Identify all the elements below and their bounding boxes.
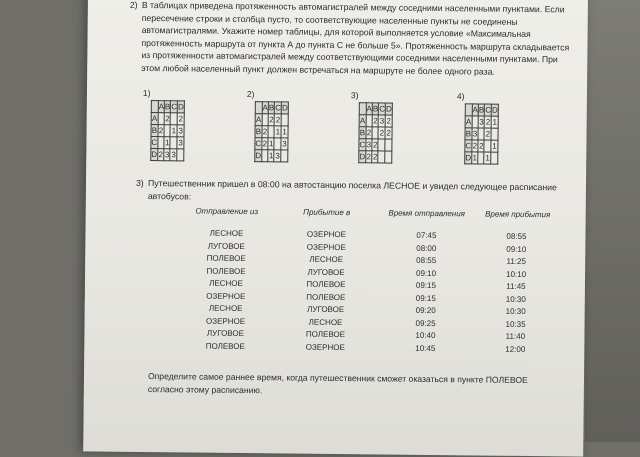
table-row-header: D — [359, 152, 366, 162]
distance-table-2 — [254, 101, 289, 162]
table-cell: 2 — [262, 139, 268, 149]
table-row-header: D — [255, 151, 262, 161]
table-cell: 2 — [165, 114, 170, 124]
table-cell: 2 — [379, 128, 385, 138]
schedule-header-arrival: Время прибытия — [485, 209, 551, 220]
table-row-header: B — [359, 128, 366, 138]
table-cell: 3 — [379, 116, 385, 126]
table-cell: 2 — [386, 128, 391, 138]
table-cell: 3 — [282, 139, 287, 149]
distance-table-4 — [464, 103, 499, 164]
distance-table-3 — [358, 102, 393, 163]
table-label: 1) — [142, 87, 151, 99]
table-cell: 1 — [472, 153, 478, 163]
schedule-arrival: 11:45 — [506, 281, 526, 291]
schedule-header-departure: Время отправления — [388, 208, 466, 219]
table-row-header: C — [255, 139, 262, 149]
table-label: 3) — [350, 90, 359, 101]
table-col-header: B — [478, 105, 485, 115]
schedule-to: ЛЕСНОЕ — [308, 317, 343, 327]
background-surface — [585, 0, 640, 442]
table-cell — [491, 152, 498, 164]
table-cell: 1 — [268, 151, 274, 161]
table-cell — [491, 128, 498, 140]
schedule-to: ЛЕСНОЕ — [309, 254, 344, 265]
schedule-departure: 08:55 — [416, 255, 437, 266]
table-col-header: D — [282, 103, 288, 113]
table-cell — [177, 149, 184, 161]
schedule-arrival: 11:25 — [506, 256, 526, 266]
schedule-departure: 08:00 — [416, 243, 437, 253]
table-cell: 1 — [485, 153, 490, 163]
table-cell: 3 — [472, 129, 478, 139]
table-cell: 1 — [268, 139, 274, 149]
schedule-departure: 10:40 — [415, 330, 436, 341]
table-row-header: C — [151, 138, 158, 148]
distance-table-1 — [150, 100, 185, 161]
table-row-header: A — [151, 114, 158, 124]
table-cell: 1 — [164, 138, 170, 148]
table-row-header: B — [255, 127, 262, 137]
table-cell: 3 — [171, 150, 176, 160]
table-col-header: D — [178, 102, 184, 112]
schedule-from: ОЗЕРНОЕ — [205, 316, 246, 326]
table-col-header: B — [164, 102, 171, 112]
table-col-header: A — [262, 103, 268, 113]
schedule-departure: 09:20 — [415, 305, 436, 316]
table-col-header: A — [158, 102, 164, 112]
table-label: 2) — [246, 89, 255, 100]
table-row-header: C — [465, 141, 472, 151]
schedule-to: ПОЛЕВОЕ — [306, 292, 346, 302]
table-cell: 2 — [366, 152, 372, 162]
table-cell: 2 — [158, 126, 164, 136]
schedule-to: ОЗЕРНОЕ — [305, 342, 345, 352]
schedule-to: ЛУГОВОЕ — [307, 267, 345, 277]
schedule-arrival: 10:30 — [505, 294, 526, 304]
table-col-header: A — [472, 105, 478, 115]
schedule-departure: 09:25 — [415, 318, 436, 328]
table-cell: 2 — [372, 152, 378, 162]
table-row-header: A — [359, 116, 366, 126]
table-row-header: B — [151, 126, 158, 136]
table-cell: 3 — [164, 150, 170, 160]
table-cell: 2 — [485, 117, 491, 127]
table-col-header: B — [372, 104, 379, 114]
schedule-header-from: Отправление из — [195, 206, 259, 217]
table-cell: 1 — [282, 127, 287, 137]
table-col-header: C — [171, 102, 178, 112]
schedule-departure: 07:45 — [416, 230, 437, 241]
task-2 — [129, 0, 572, 79]
table-cell: 2 — [472, 141, 478, 151]
table-cell: 1 — [275, 127, 281, 137]
table-cell — [385, 151, 392, 163]
schedule-arrival: 08:55 — [506, 231, 527, 241]
table-cell: 1 — [492, 141, 497, 151]
question-text: Определите самое раннее время, когда путешественник сможет оказаться в пункте ПОЛЕВОЕ согласно этому расписанию. — [147, 371, 528, 395]
table-row-header: C — [359, 140, 366, 150]
schedule-arrival: 12:00 — [505, 344, 526, 354]
table-cell: 1 — [492, 117, 498, 127]
schedule-from: ЛЕСНОЕ — [209, 228, 244, 239]
schedule-departure: 09:15 — [415, 293, 436, 303]
tables-group — [142, 88, 583, 183]
table-col-header: C — [275, 103, 282, 113]
table-col-header: C — [379, 104, 386, 114]
table-col-header: D — [491, 105, 498, 115]
schedule-arrival: 11:40 — [505, 331, 526, 341]
table-cell: 2 — [366, 128, 372, 138]
schedule-arrival: 10:35 — [505, 319, 526, 329]
table-cell: 2 — [478, 141, 484, 151]
table-cell: 3 — [479, 117, 484, 127]
schedule-arrival: 10:30 — [505, 306, 526, 316]
table-cell: 2 — [262, 127, 268, 137]
schedule-departure: 09:10 — [416, 268, 437, 278]
schedule-from: ПОЛЕВОЕ — [205, 341, 245, 351]
schedule-from: ЛУГОВОЕ — [206, 328, 245, 339]
schedule-from: ЛЕСНОЕ — [208, 303, 243, 314]
schedule-departure: 09:15 — [415, 280, 437, 291]
schedule-arrival: 09:10 — [506, 244, 527, 254]
table-cell: 2 — [373, 116, 378, 126]
table-col-header: A — [366, 104, 372, 114]
paper-sheet — [83, 0, 588, 457]
task-3-text: Путешественник пришел в 08:00 на автостанцию поселка ЛЕСНОЕ и увидел следующее расписание автобусов: — [147, 178, 557, 201]
table-cell: 1 — [171, 126, 177, 136]
table-cell: 2 — [269, 115, 274, 125]
schedule-header-to: Прибытие в — [303, 207, 351, 218]
table-label: 4) — [456, 91, 465, 102]
table-col-header: C — [485, 105, 492, 115]
schedule-to: ОЗЕРНОЕ — [306, 229, 347, 240]
table-row-header: A — [255, 115, 262, 125]
table-cell: 3 — [275, 151, 280, 161]
schedule-from: ПОЛЕВОЕ — [206, 266, 246, 276]
table-cell: 2 — [178, 114, 184, 124]
table-cell: 2 — [158, 150, 164, 160]
schedule-to: ПОЛЕВОЕ — [305, 329, 346, 340]
table-cell — [281, 114, 288, 126]
table-cell: 2 — [275, 115, 281, 125]
task-3 — [135, 177, 558, 206]
table-row-header: B — [465, 129, 472, 139]
table-col-header: B — [268, 103, 275, 113]
schedule-from: ОЗЕРНОЕ — [206, 291, 246, 301]
table-row-header: D — [465, 153, 472, 163]
table-col-header: D — [386, 104, 392, 114]
schedule-from: ПОЛЕВОЕ — [206, 253, 246, 264]
task-2-number: 2) — [129, 0, 138, 10]
schedule-to: ОЗЕРНОЕ — [306, 242, 346, 252]
table-cell: 2 — [386, 116, 392, 126]
table-row-header: D — [151, 150, 158, 160]
schedule-from: ЛЕСНОЕ — [209, 278, 243, 289]
table-cell: 3 — [178, 126, 183, 136]
schedule-to: ПОЛЕВОЕ — [306, 279, 346, 290]
table-cell — [281, 150, 288, 162]
table-cell: 3 — [178, 138, 183, 148]
schedule-departure: 10:45 — [415, 343, 436, 353]
task-2-text: В таблицах приведена протяженность автомагистралей между соседними населенными пунктами. Если пересечение строки и столбца пусто, то соответствующие населенные пункты не соединены автомагистралями. Укажите номер таблицы, для которой выполняется условие «Максимальная протяженность маршрута от пункта А до пункта С не больше 5». Протяженность маршрута складывается из протяженности автомагистралей между соответствующими соседними населенными пунктами. При этом любой населенный пункт должен встречаться на маршруте не более одного раза. — [141, 0, 570, 77]
bus-schedule — [172, 206, 592, 354]
schedule-arrival: 10:10 — [506, 269, 527, 279]
schedule-to: ЛУГОВОЕ — [307, 304, 345, 315]
table-cell: 2 — [372, 140, 378, 150]
task-3-number: 3) — [135, 177, 144, 188]
table-cell — [385, 139, 392, 151]
table-cell: 3 — [366, 140, 372, 150]
table-cell: 2 — [485, 129, 491, 139]
table-row-header: A — [465, 117, 472, 127]
schedule-from: ЛУГОВОЕ — [207, 241, 245, 251]
